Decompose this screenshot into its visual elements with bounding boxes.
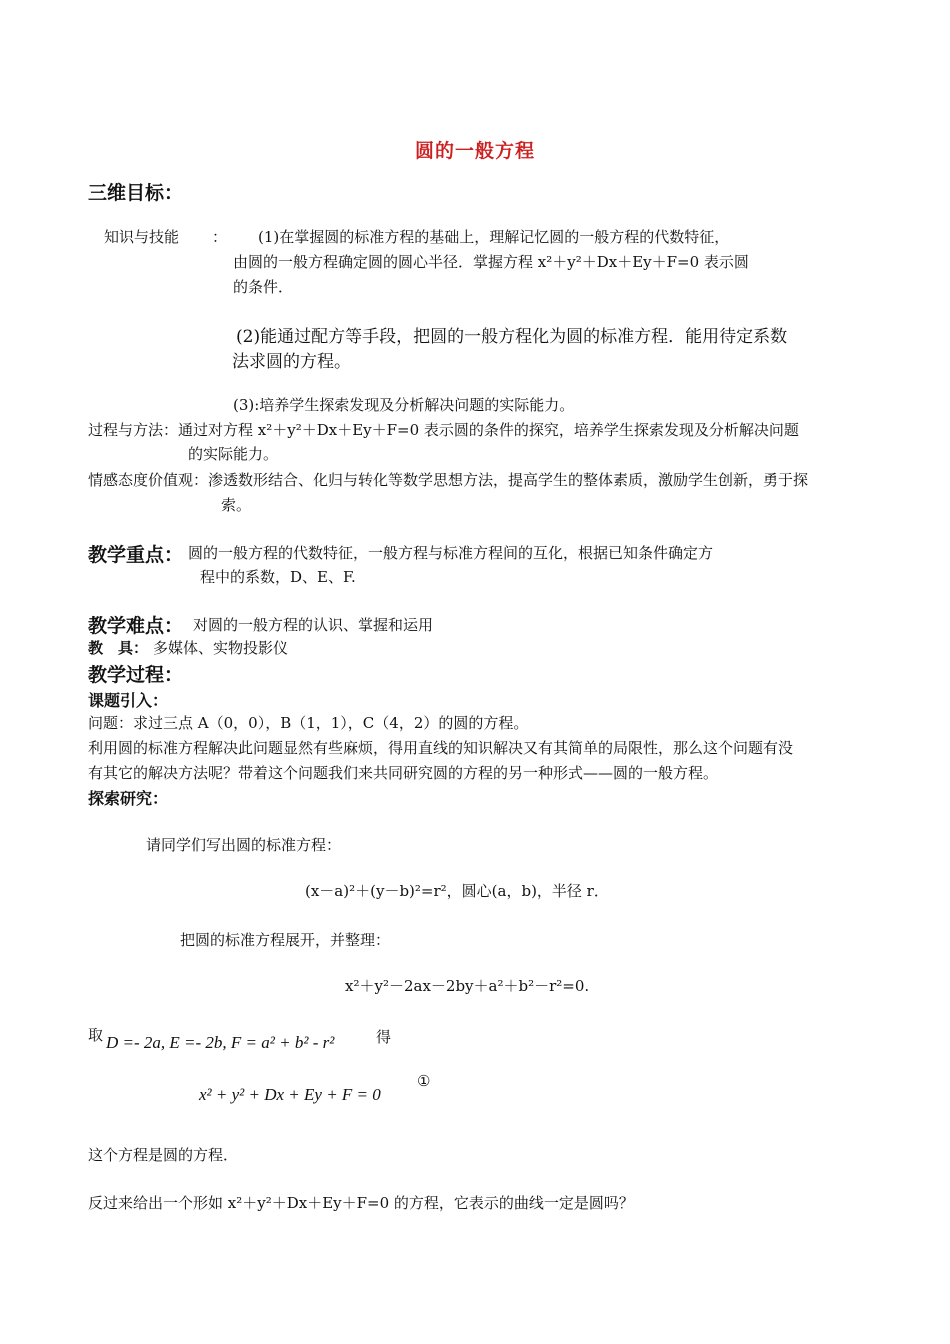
intro-paragraph-line-2: 有其它的解决方法呢？带着这个问题我们来共同研究圆的方程的另一种形式——圆的一般方程。 — [88, 764, 719, 782]
standard-equation: (x－a)²＋(y－b)²=r²，圆心(a，b)，半径 r． — [305, 882, 609, 900]
substitution-equation: D =- 2a, E =- 2b, F = a² + b² - r² — [106, 1033, 335, 1052]
difficulty-heading: 教学难点： — [88, 615, 184, 637]
difficulty-text: 对圆的一般方程的认识、掌握和运用 — [193, 616, 434, 634]
page-title: 圆的一般方程 — [414, 140, 535, 162]
attitude-line-1: 情感态度价值观：渗透数形结合、化归与转化等数学思想方法，提高学生的整体素质，激励学生创新，勇于探 — [88, 471, 809, 489]
intro-question: 问题：求过三点 A（0，0），B（1，1），C（4，2）的圆的方程。 — [88, 714, 529, 732]
knowledge-colon: ： — [212, 228, 228, 246]
goals-heading: 三维目标： — [88, 182, 184, 204]
knowledge-item-2-line-1: (2)能通过配方等手段，把圆的一般方程化为圆的标准方程．能用待定系数 — [236, 327, 788, 347]
key-point-line-2: 程中的系数，D、E、F. — [200, 568, 356, 586]
general-equation: x² + y² + Dx + Ey + F = 0 — [199, 1085, 381, 1104]
get-label: 得 — [376, 1028, 392, 1046]
tools-text: 多媒体、实物投影仪 — [153, 639, 289, 657]
knowledge-item-2-line-2: 法求圆的方程。 — [232, 352, 351, 372]
knowledge-label: 知识与技能 — [104, 228, 180, 246]
key-point-line-1: 圆的一般方程的代数特征，一般方程与标准方程间的互化，根据已知条件确定方 — [188, 544, 714, 562]
knowledge-item-3: (3):培养学生探索发现及分析解决问题的实际能力。 — [233, 396, 575, 414]
teaching-process-heading: 教学过程： — [88, 664, 184, 686]
expand-instruction: 把圆的标准方程展开，并整理： — [180, 931, 391, 949]
knowledge-item-1-line-3: 的条件． — [233, 278, 294, 296]
process-method-line-2: 的实际能力。 — [188, 445, 279, 463]
tools-heading: 教 具： — [88, 639, 149, 657]
reverse-question: 反过来给出一个形如 x²＋y²＋Dx＋Ey＋F=0 的方程，它表示的曲线一定是圆吗？ — [88, 1194, 634, 1212]
knowledge-item-1-line-2: 由圆的一般方程确定圆的圆心半径．掌握方程 x²＋y²＋Dx＋Ey＋F=0 表示圆 — [233, 253, 749, 271]
attitude-line-2: 索。 — [221, 496, 252, 514]
key-point-heading: 教学重点： — [88, 544, 184, 566]
ask-standard-equation: 请同学们写出圆的标准方程： — [146, 836, 342, 854]
conclusion-text: 这个方程是圆的方程． — [88, 1146, 239, 1164]
intro-heading: 课题引入： — [88, 691, 169, 710]
process-method-line-1: 过程与方法：通过对方程 x²＋y²＋Dx＋Ey＋F=0 表示圆的条件的探究，培养学生探索发现及分析解决问题 — [88, 421, 799, 439]
explore-heading: 探索研究： — [88, 789, 169, 808]
equation-number-mark: ① — [417, 1072, 431, 1090]
take-label: 取 — [88, 1026, 104, 1044]
intro-paragraph-line-1: 利用圆的标准方程解决此问题显然有些麻烦，得用直线的知识解决又有其简单的局限性，那么这个问题有没 — [88, 739, 794, 757]
knowledge-item-1-line-1: (1)在掌握圆的标准方程的基础上，理解记忆圆的一般方程的代数特征， — [258, 228, 730, 246]
expanded-equation: x²＋y²－2ax－2by＋a²＋b²－r²=0. — [345, 977, 590, 995]
